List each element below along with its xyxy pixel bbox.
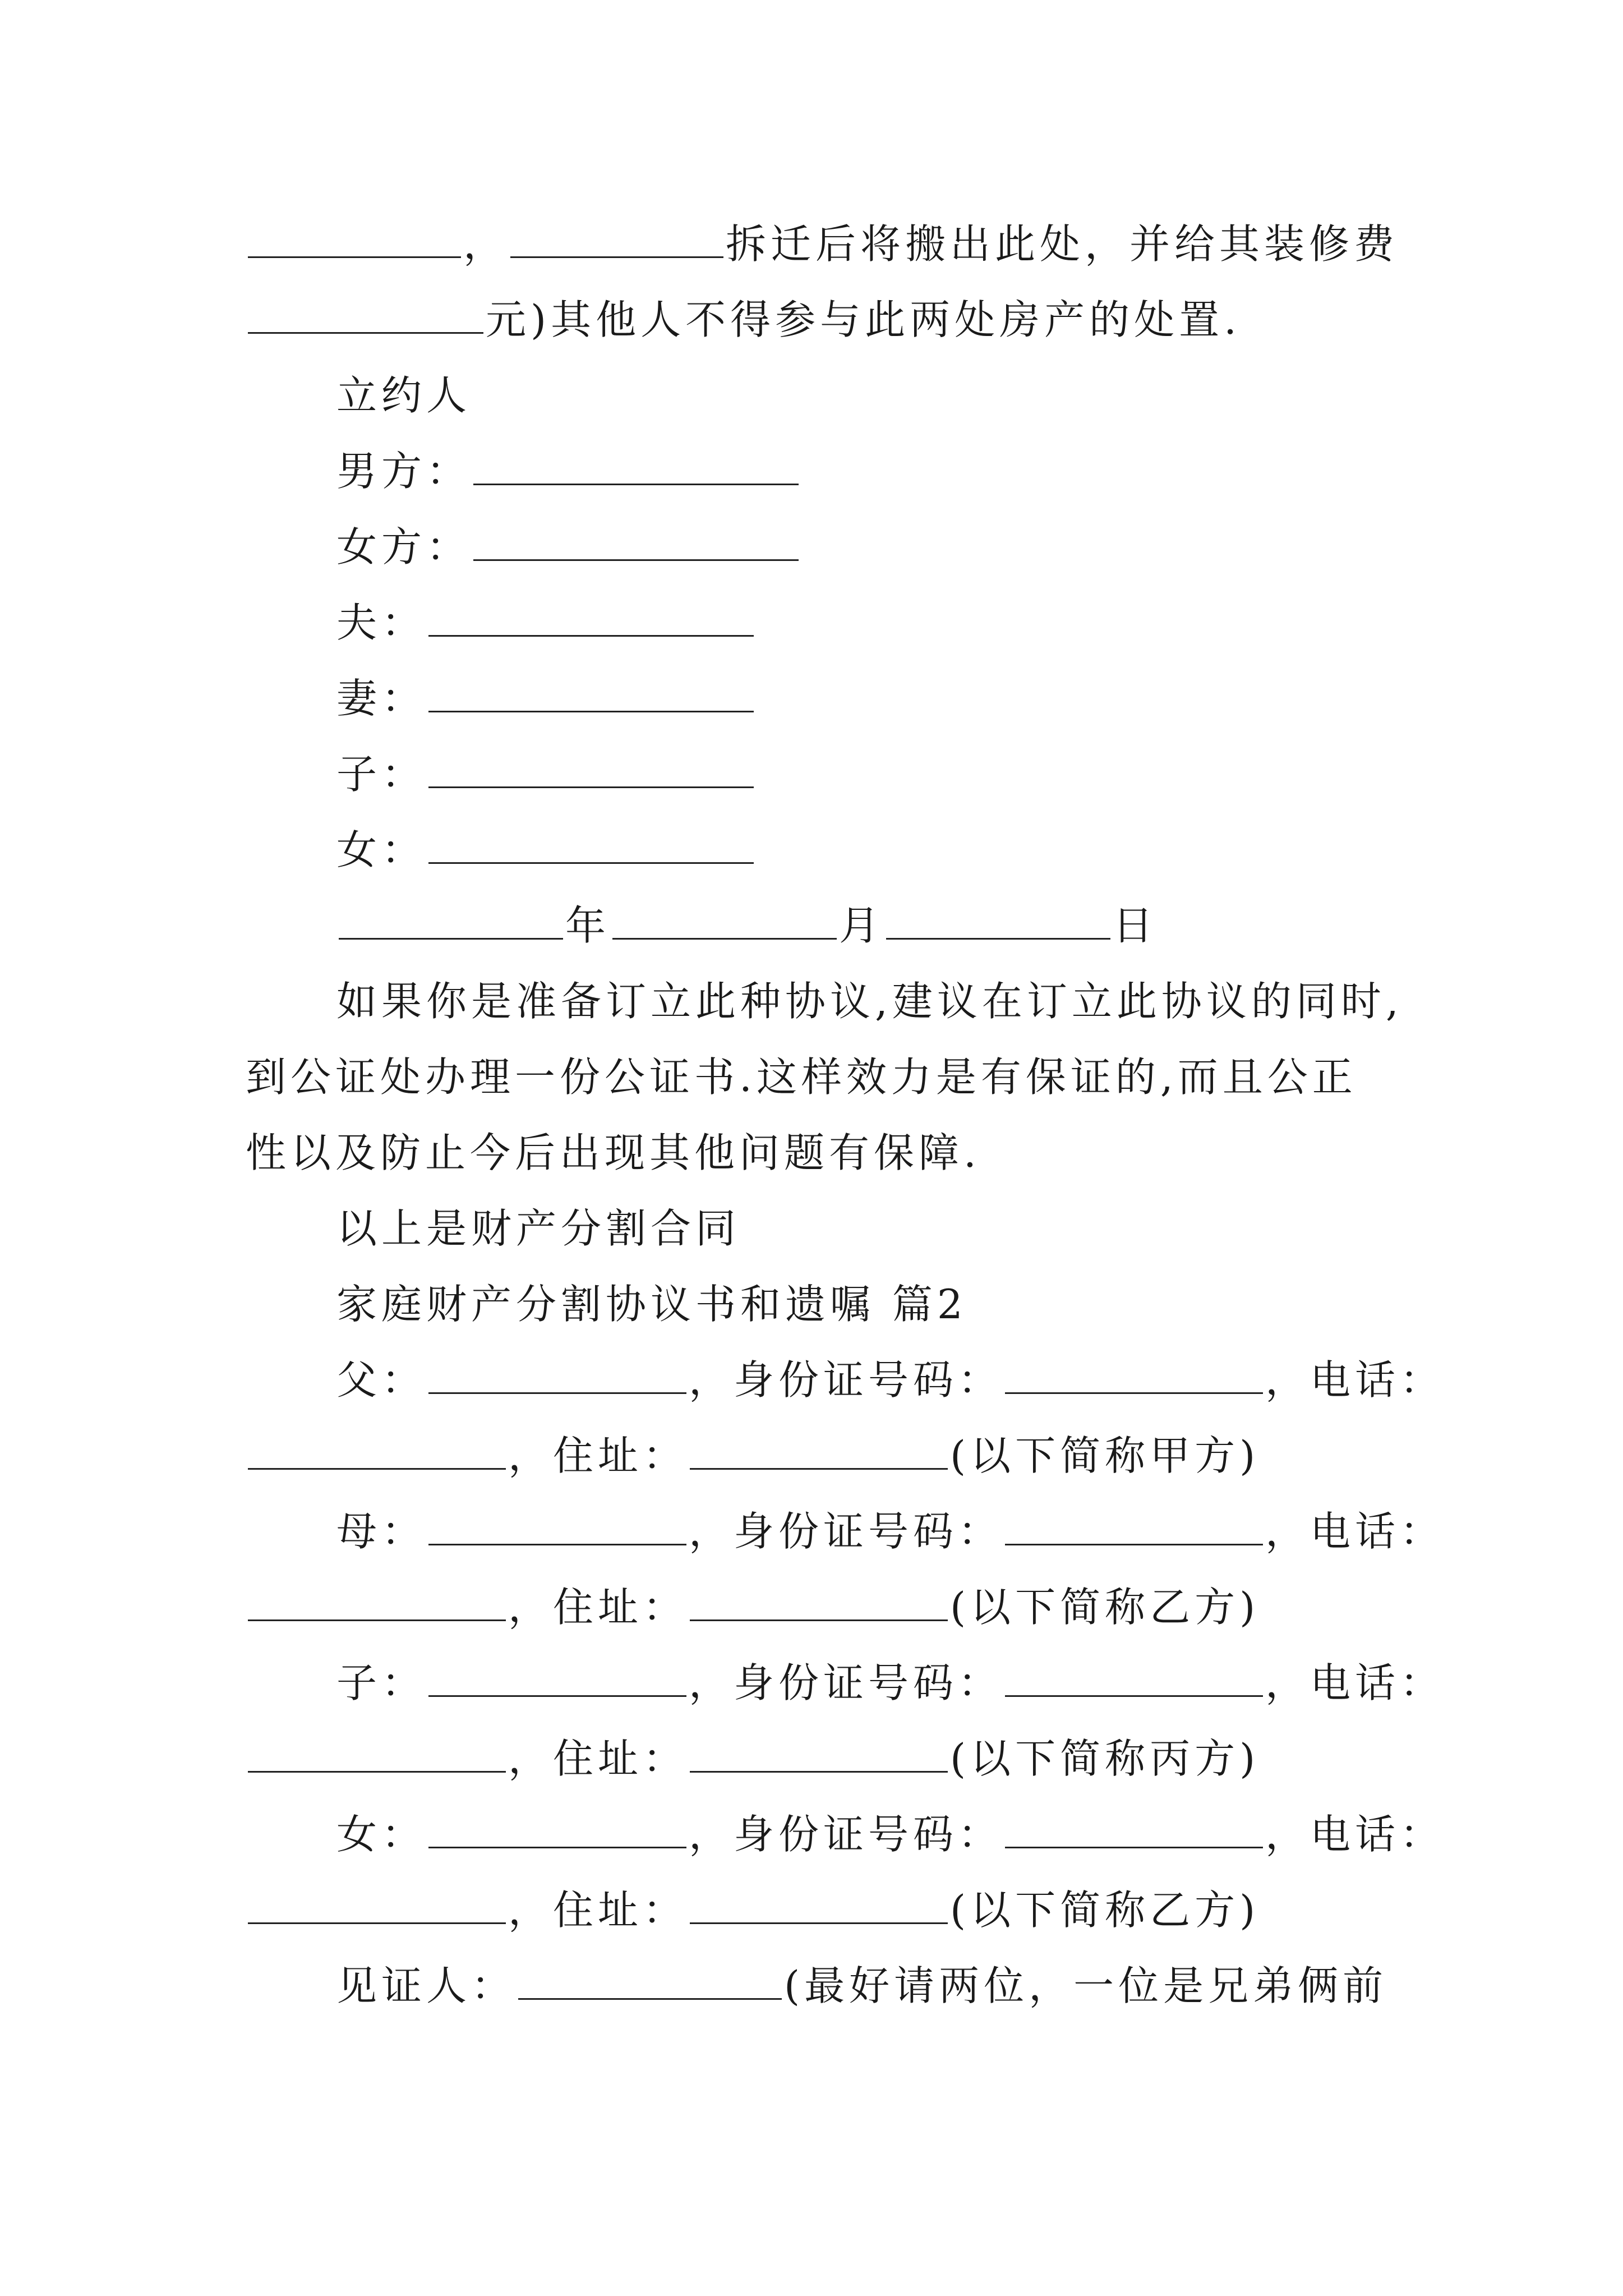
field-label: ，住址： [508,1584,688,1631]
field-label: 父： [336,1356,427,1404]
party-father-line-2 [246,1428,1260,1484]
signature-male-party [336,443,801,499]
field-label: ，住址： [508,1432,688,1479]
witness-blank[interactable] [518,1958,782,2000]
field-label: ，电话： [1265,1508,1445,1555]
text-segment: (最好请两位，一位是兄弟俩前 [784,1962,1388,2009]
field-label: ，身份证号码： [689,1811,1003,1858]
address-blank[interactable] [690,1882,948,1924]
signature-wife [336,670,756,726]
field-label: (以下简称乙方) [950,1887,1260,1934]
id-number-blank[interactable] [1005,1806,1263,1848]
advice-paragraph-line-2 [246,1049,1357,1105]
text-line-1 [246,216,1399,272]
text-segment: ， [463,220,509,268]
fill-blank[interactable] [510,216,723,258]
fill-blank[interactable] [248,292,483,334]
phone-blank[interactable] [248,1882,506,1924]
text-segment: 立约人 [336,372,472,419]
field-label: ，住址： [508,1887,688,1934]
text-segment: 元)其他人不得参与此两处房产的处置. [486,296,1241,343]
id-number-blank[interactable] [1005,1655,1263,1697]
field-label: 女方： [336,523,472,570]
field-label: ，身份证号码： [689,1356,1003,1404]
party-father-line-1 [336,1352,1445,1408]
signature-daughter [336,822,756,878]
field-label: ，电话： [1265,1356,1445,1404]
phone-blank[interactable] [248,1731,506,1773]
day-blank[interactable] [886,898,1110,940]
field-label: ，电话： [1265,1811,1445,1858]
field-label: 母： [336,1508,427,1555]
party-mother-line-2 [246,1579,1260,1635]
signature-blank[interactable] [428,670,754,712]
year-blank[interactable] [339,898,563,940]
signatories-heading [336,367,471,424]
field-label: ，身份证号码： [689,1508,1003,1555]
field-label: 妻： [336,675,427,722]
field-label: (以下简称乙方) [950,1584,1260,1631]
text-segment: 拆迁后将搬出此处，并给其装修费 [726,220,1399,268]
text-segment: 如果你是准备订立此种协议,建议在订立此协议的同时, [336,978,1403,1025]
address-blank[interactable] [690,1428,948,1470]
signature-blank[interactable] [428,595,754,637]
section-end-note [336,1200,740,1257]
party-son-line-2 [246,1731,1260,1787]
party-daughter-line-2 [246,1882,1260,1938]
field-label: 子： [336,1659,427,1706]
witness-line [336,1958,1387,2014]
year-label: 年 [565,902,611,949]
signature-blank[interactable] [473,443,799,485]
field-label: 女： [336,1811,427,1858]
field-label: 男方： [336,448,472,495]
party-mother-line-1 [336,1503,1445,1559]
advice-paragraph-line-3 [246,1125,981,1181]
fill-blank[interactable] [248,216,461,258]
date-line [336,898,1158,954]
text-segment: 到公证处办理一份公证书.这样效力是有保证的,而且公正 [246,1053,1357,1101]
text-line-2 [246,292,1241,348]
party-son-line-1 [336,1655,1445,1711]
field-label: 夫： [336,599,427,646]
signature-blank[interactable] [428,746,754,788]
field-label: ，电话： [1265,1659,1445,1706]
name-blank[interactable] [428,1352,686,1394]
party-daughter-line-1 [336,1806,1445,1862]
text-segment: 性以及防止今后出现其他问题有保障. [246,1129,981,1176]
phone-blank[interactable] [248,1579,506,1621]
address-blank[interactable] [690,1579,948,1621]
signature-son [336,746,756,802]
phone-blank[interactable] [248,1428,506,1470]
id-number-blank[interactable] [1005,1503,1263,1545]
field-label: ，身份证号码： [689,1659,1003,1706]
field-label: 女： [336,826,427,873]
signature-blank[interactable] [428,822,754,864]
field-label: (以下简称甲方) [950,1432,1260,1479]
signature-husband [336,595,756,651]
text-segment: 以上是财产分割合同 [336,1205,741,1252]
field-label: (以下简称丙方) [950,1735,1260,1782]
month-label: 月 [839,902,884,949]
day-label: 日 [1113,902,1158,949]
signature-female-party [336,519,801,575]
name-blank[interactable] [428,1655,686,1697]
advice-paragraph-line-1 [336,973,1403,1029]
section-title [336,1276,967,1332]
text-segment: 家庭财产分割协议书和遗嘱 篇2 [336,1281,967,1328]
field-label: ，住址： [508,1735,688,1782]
field-label: 子： [336,751,427,798]
id-number-blank[interactable] [1005,1352,1263,1394]
name-blank[interactable] [428,1806,686,1848]
name-blank[interactable] [428,1503,686,1545]
signature-blank[interactable] [473,519,799,561]
field-label: 见证人： [336,1962,517,2009]
address-blank[interactable] [690,1731,948,1773]
month-blank[interactable] [612,898,837,940]
